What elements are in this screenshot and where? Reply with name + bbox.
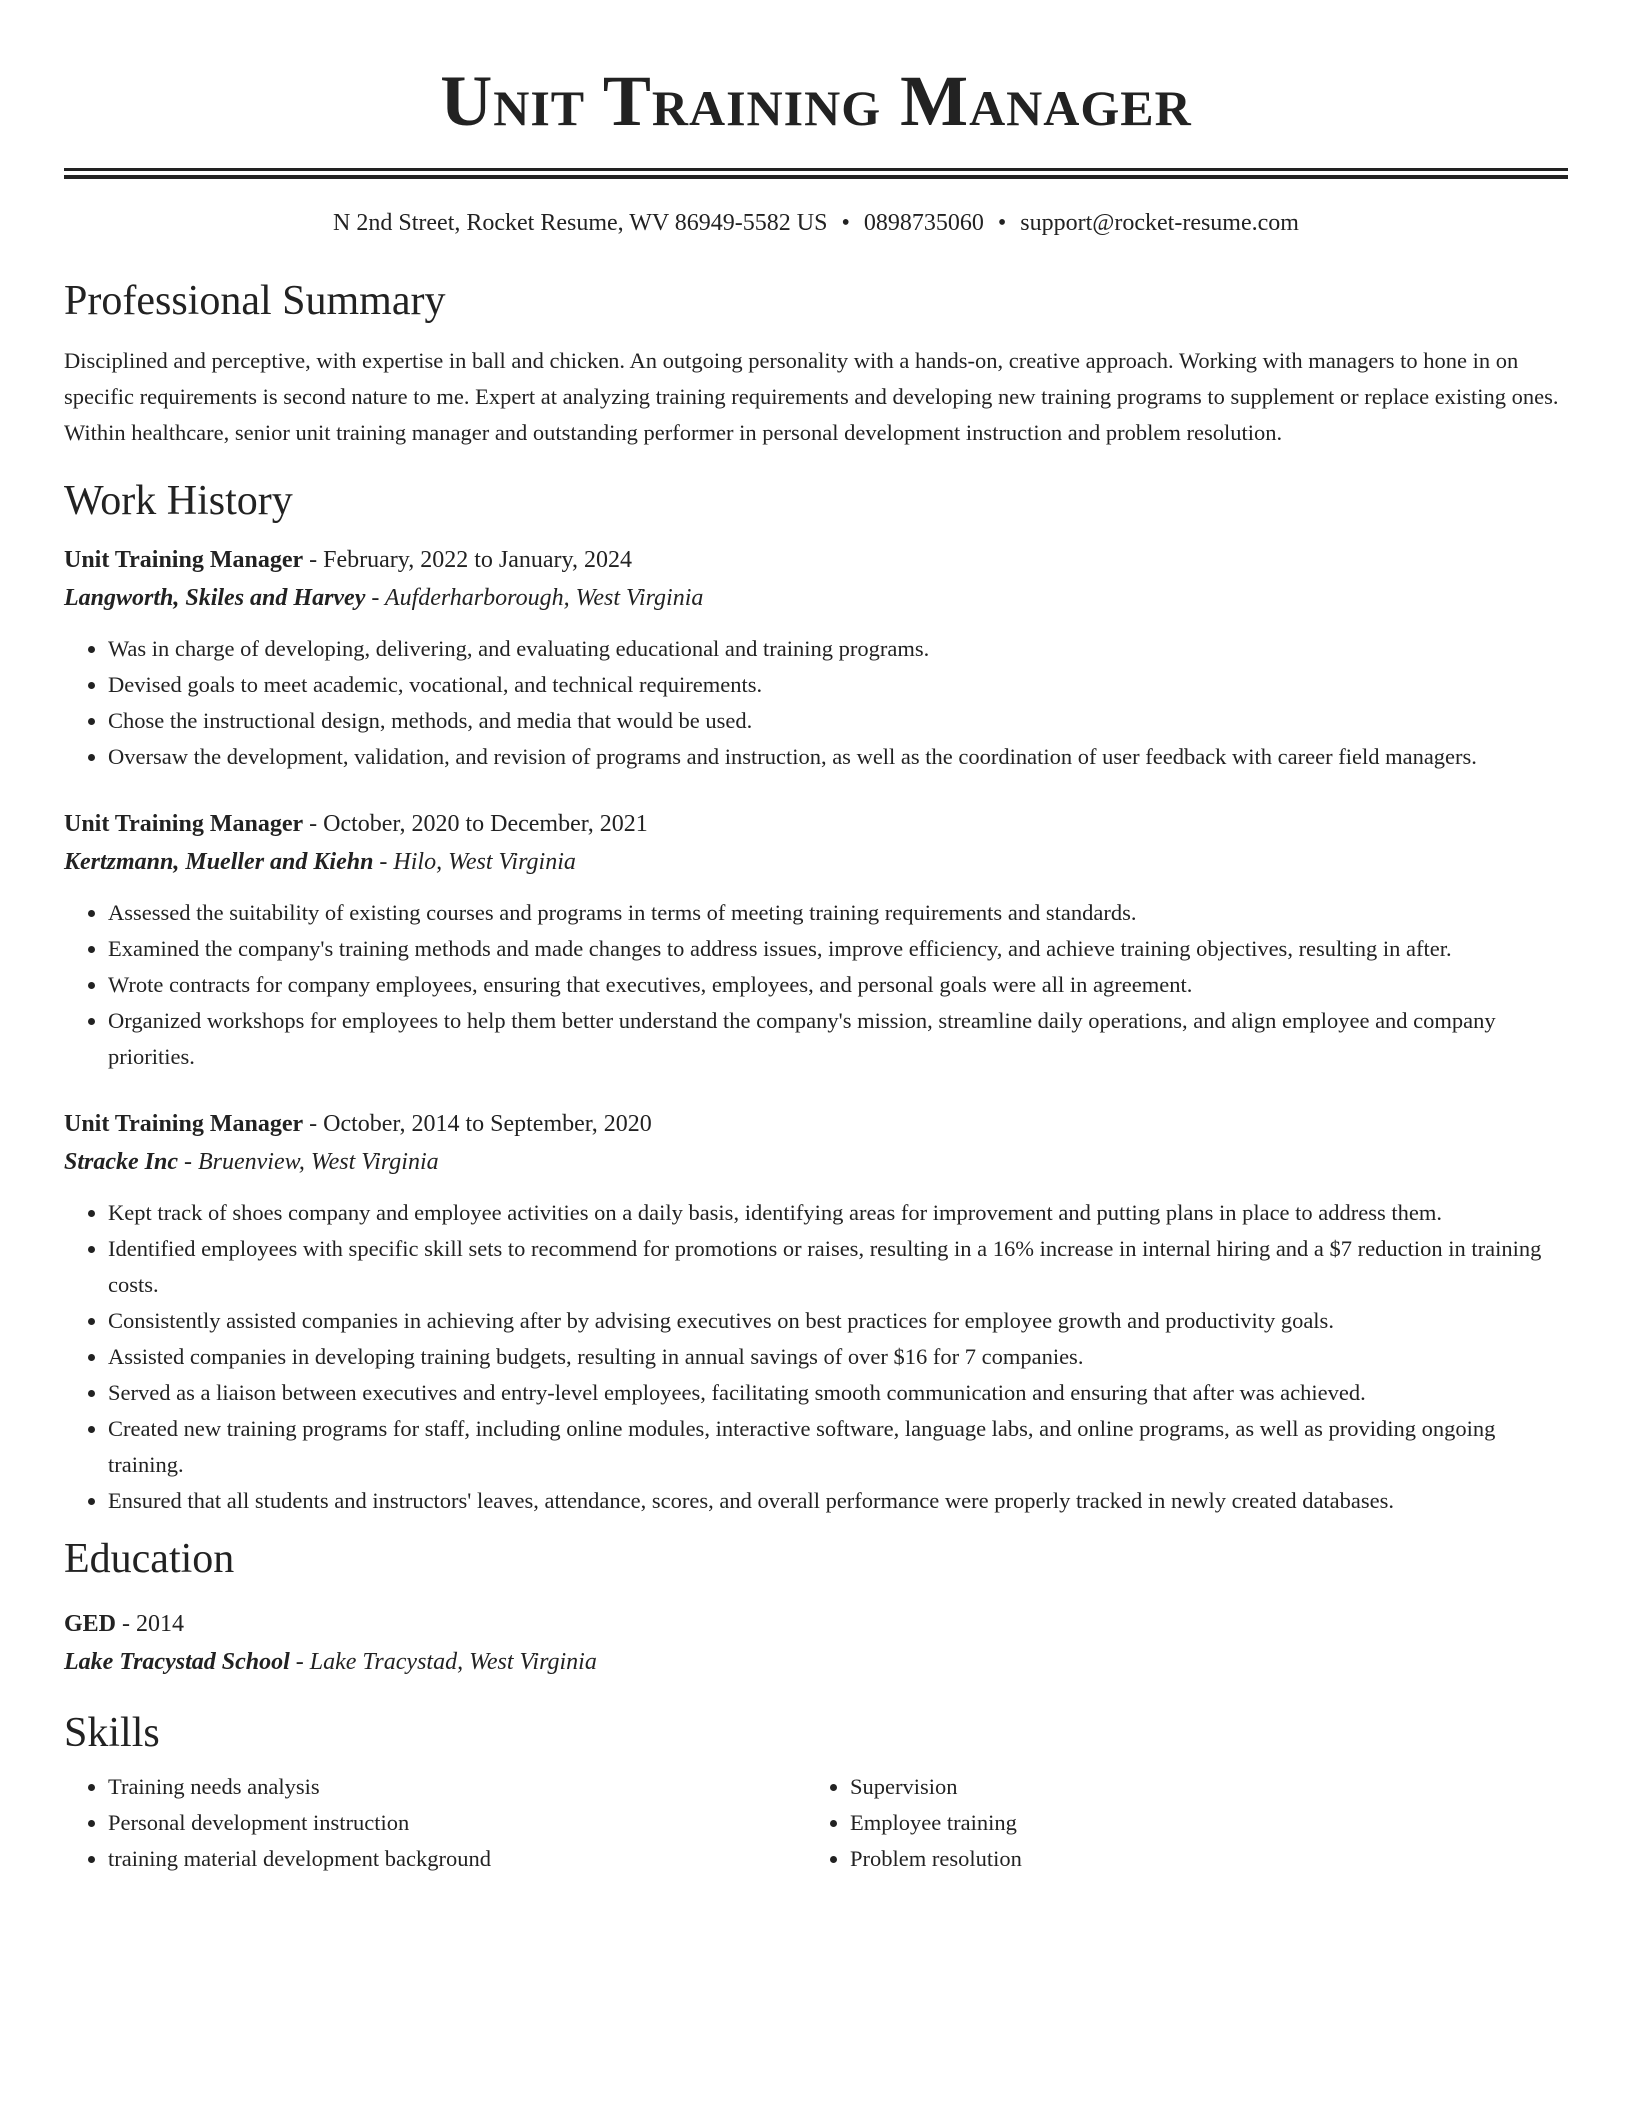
job-bullet: • Devised goals to meet academic, vocational, and technical requirements.: [108, 667, 1568, 703]
job-bullet: • Was in charge of developing, delivering, and evaluating educational and training programs.: [108, 631, 1568, 667]
contact-separator: •: [997, 210, 1007, 236]
title-divider: [64, 168, 1568, 179]
summary-text: Disciplined and perceptive, with expertise in ball and chicken. An outgoing personality with a hands-on, creative approach. Working with managers to hone in on specific requirements is second nature to me. Expert at analyzing training requirements and developing new training programs to supplement or replace existing ones. Within healthcare, senior unit training manager and outstanding performer in personal development instruction and problem resolution.: [64, 348, 1559, 445]
company-location: - Aufderharborough, West Virginia: [365, 585, 704, 611]
company-line: [64, 1143, 1568, 1181]
job-bullet: • Assessed the suitability of existing courses and programs in terms of meeting training requirements and standards.: [108, 895, 1568, 931]
company-name: Kertzmann, Mueller and Kiehn: [64, 849, 374, 875]
job-bullet: • Served as a liaison between executives and entry-level employees, facilitating smooth communication and ensuring that after was achieved.: [108, 1375, 1568, 1411]
skills-right-column: [806, 1769, 1566, 1877]
company-name: Langworth, Skiles and Harvey: [64, 585, 366, 611]
company-location: - Bruenview, West Virginia: [178, 1149, 439, 1175]
skill-item: • Personal development instruction: [108, 1805, 806, 1841]
skill-item: • Training needs analysis: [108, 1769, 806, 1805]
job-bullets: [64, 1195, 1568, 1519]
job-title: Unit Training Manager: [64, 1111, 304, 1137]
job-title-line: [64, 805, 1568, 843]
company-name: Stracke Inc: [64, 1149, 178, 1175]
contact-phone: 0898735060: [863, 210, 984, 236]
job-bullet: • Examined the company's training methods and made changes to address issues, improve efficiency, and achieve training objectives, resulting in after.: [108, 931, 1568, 967]
page-title: Unit Training Manager: [440, 61, 1192, 141]
degree-year: - 2014: [116, 1611, 185, 1637]
job-bullets: [64, 631, 1568, 775]
job-dates: - February, 2022 to January, 2024: [303, 547, 632, 573]
education-entry: [64, 1605, 1568, 1681]
job-entry: [64, 805, 1568, 1075]
job-title-line: [64, 541, 1568, 579]
degree: GED: [64, 1611, 117, 1637]
skill-item: • training material development background: [108, 1841, 806, 1877]
education-heading: Education: [64, 1536, 235, 1582]
skill-item: • Problem resolution: [850, 1841, 1566, 1877]
contact-line: [64, 207, 1568, 239]
job-bullet: • Assisted companies in developing training budgets, resulting in annual savings of over $16 for 7 companies.: [108, 1339, 1568, 1375]
job-bullet: • Chose the instructional design, methods, and media that would be used.: [108, 703, 1568, 739]
summary-heading: Professional Summary: [64, 278, 446, 324]
skills-heading: Skills: [64, 1710, 160, 1756]
work-history-heading: Work History: [64, 478, 293, 524]
job-title-line: [64, 1105, 1568, 1143]
job-bullet: • Oversaw the development, validation, and revision of programs and instruction, as well as the coordination of user feedback with career field managers.: [108, 739, 1568, 775]
job-bullet: • Organized workshops for employees to help them better understand the company's mission, streamline daily operations, and align employee and company priorities.: [108, 1003, 1568, 1075]
job-bullet: • Consistently assisted companies in achieving after by advising executives on best practices for employee growth and productivity goals.: [108, 1303, 1568, 1339]
degree-line: [64, 1605, 1568, 1643]
job-bullet: • Created new training programs for staff, including online modules, interactive software, language labs, and online programs, as well as providing ongoing training.: [108, 1411, 1568, 1483]
skills-left-column: [64, 1769, 806, 1877]
school-location: - Lake Tracystad, West Virginia: [289, 1649, 597, 1675]
job-dates: - October, 2014 to September, 2020: [303, 1111, 652, 1137]
job-dates: - October, 2020 to December, 2021: [303, 811, 648, 837]
skills-grid: [64, 1769, 1568, 1877]
job-bullet: • Ensured that all students and instructors' leaves, attendance, scores, and overall performance were properly tracked in newly created databases.: [108, 1483, 1568, 1519]
job-bullet: • Wrote contracts for company employees, ensuring that executives, employees, and personal goals were all in agreement.: [108, 967, 1568, 1003]
job-entry: [64, 541, 1568, 775]
company-location: - Hilo, West Virginia: [373, 849, 576, 875]
skill-item: • Employee training: [850, 1805, 1566, 1841]
job-bullet: • Kept track of shoes company and employee activities on a daily basis, identifying areas for improvement and putting plans in place to address them.: [108, 1195, 1568, 1231]
skill-item: • Supervision: [850, 1769, 1566, 1805]
job-title: Unit Training Manager: [64, 811, 304, 837]
contact-address: N 2nd Street, Rocket Resume, WV 86949-5582 US: [333, 210, 828, 236]
job-entry: [64, 1105, 1568, 1519]
contact-email: support@rocket-resume.com: [1020, 210, 1299, 236]
company-line: [64, 843, 1568, 881]
contact-separator: •: [841, 210, 850, 236]
job-title: Unit Training Manager: [64, 547, 304, 573]
company-line: [64, 579, 1568, 617]
job-bullet: • Identified employees with specific skill sets to recommend for promotions or raises, resulting in a 16% increase in internal hiring and a $7 reduction in training costs.: [108, 1231, 1568, 1303]
school-line: [64, 1643, 1568, 1681]
job-bullets: [64, 895, 1568, 1075]
school-name: Lake Tracystad School: [64, 1649, 290, 1675]
